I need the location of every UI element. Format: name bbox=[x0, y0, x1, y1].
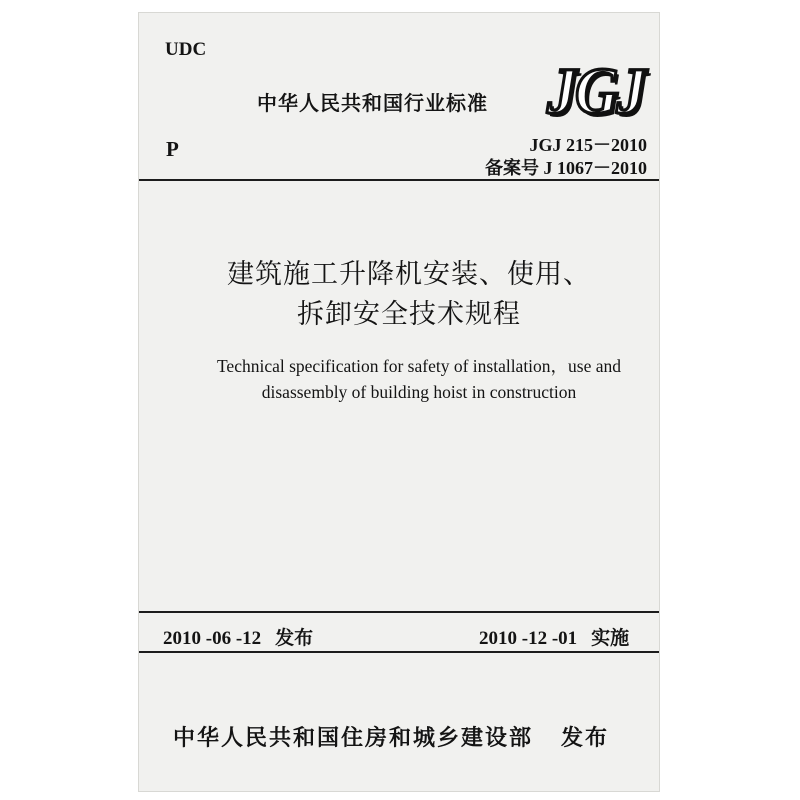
implement-label: 实施 bbox=[591, 627, 630, 649]
record-number: 备案号 J 1067－2010 bbox=[485, 158, 647, 178]
document-cover bbox=[138, 12, 660, 792]
issuer-name: 中华人民共和国住房和城乡建设部 bbox=[173, 726, 534, 751]
udc-label: UDC bbox=[165, 39, 207, 60]
issuing-authority bbox=[173, 721, 609, 752]
dates-bottom-divider bbox=[139, 651, 659, 653]
title-chinese-line-2: 拆卸安全技术规程 bbox=[297, 299, 521, 330]
publish-date-block bbox=[163, 623, 313, 650]
dates-top-divider bbox=[139, 611, 659, 613]
title-english-line-1: Technical specification for safety of installation，use and bbox=[216, 356, 622, 376]
classification-code: P bbox=[166, 137, 179, 161]
standard-category: 中华人民共和国行业标准 bbox=[257, 91, 488, 115]
title-chinese-line-1: 建筑施工升降机安装、使用、 bbox=[227, 259, 591, 290]
standard-number: JGJ 215－2010 bbox=[529, 135, 647, 155]
title-chinese bbox=[139, 255, 659, 335]
jgj-logo: JGJ bbox=[547, 54, 645, 128]
header-divider bbox=[139, 179, 659, 181]
title-english-line-2: disassembly of building hoist in construction bbox=[261, 382, 577, 402]
publish-date: 2010 -06 -12 bbox=[163, 628, 262, 649]
issuer-verb: 发布 bbox=[561, 726, 610, 751]
implement-date: 2010 -12 -01 bbox=[479, 628, 578, 649]
title-english bbox=[179, 353, 659, 405]
implement-date-block bbox=[479, 623, 629, 650]
publish-label: 发布 bbox=[275, 627, 314, 649]
